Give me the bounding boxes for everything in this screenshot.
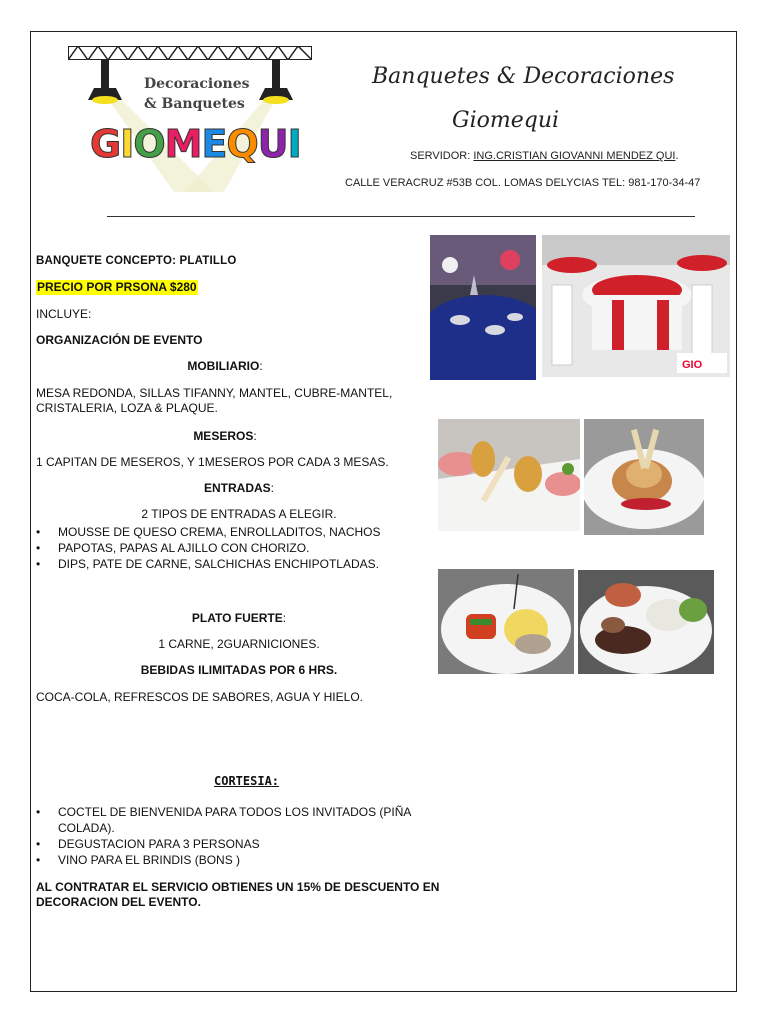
cortesia-heading xyxy=(214,774,279,788)
photo-main-dish-1 xyxy=(438,569,574,674)
cortesia-list xyxy=(36,804,446,868)
servidor-label: SERVIDOR: xyxy=(410,150,474,162)
logo-text-decoraciones: Decoraciones xyxy=(144,76,250,92)
logo-letter: O xyxy=(133,122,165,166)
descuento-text: AL CONTRATAR EL SERVICIO OBTIENES UN 15% DE DESCUENTO EN DECORACION DEL EVENTO. xyxy=(36,880,440,909)
address-line: CALLE VERACRUZ #53B COL. LOMAS DELYCIAS TEL: 981-170-34-47 xyxy=(345,177,701,189)
mobiliario-text: MESA REDONDA, SILLAS TIFANNY, MANTEL, CUBRE-MANTEL, CRISTALERIA, LOZA & PLAQUE. xyxy=(36,386,393,415)
logo-letter: U xyxy=(257,122,288,166)
bebidas-heading: BEBIDAS ILIMITADAS POR 6 HRS. xyxy=(140,663,338,677)
mobiliario-colon: : xyxy=(259,359,263,373)
meseros-title: MESEROS xyxy=(193,429,254,443)
brand-title: Banquetes & Decoraciones xyxy=(372,64,675,89)
entradas-colon: : xyxy=(270,481,274,495)
meseros-colon: : xyxy=(253,429,257,443)
photo-blue-table xyxy=(430,235,536,380)
brand-name: Giomequi xyxy=(452,108,560,133)
servidor-value: ING.CRISTIAN GIOVANNI MENDEZ QUI xyxy=(473,150,676,162)
entradas-subtitle: 2 TIPOS DE ENTRADAS A ELEGIR. xyxy=(141,507,337,521)
list-item: • PAPOTAS, PAPAS AL AJILLO CON CHORIZO. xyxy=(36,540,436,556)
servidor-end: . xyxy=(675,150,679,162)
logo-wordmark-text xyxy=(90,122,301,166)
photo-appetizer-2 xyxy=(584,419,704,535)
concept-heading: BANQUETE CONCEPTO: PLATILLO xyxy=(36,255,237,267)
plato-fuerte-title: PLATO FUERTE xyxy=(191,611,283,625)
logo-letter: I xyxy=(120,122,134,166)
meseros-heading xyxy=(36,429,414,444)
logo-letter: M xyxy=(164,122,202,166)
plato-fuerte-heading xyxy=(36,611,442,626)
servidor-line xyxy=(410,150,679,162)
svg-text:GIO: GIO xyxy=(682,359,703,371)
plato-fuerte-colon: : xyxy=(282,611,287,625)
plato-fuerte-text: 1 CARNE, 2GUARNICIONES. xyxy=(158,637,320,651)
separator-line xyxy=(107,216,695,217)
list-item: • DEGUSTACION PARA 3 PERSONAS xyxy=(36,836,446,852)
incluye-label: INCLUYE: xyxy=(36,307,92,321)
organizacion-heading: ORGANIZACIÓN DE EVENTO xyxy=(36,333,203,347)
logo-wordmark xyxy=(90,122,301,166)
photo-appetizer-1 xyxy=(438,419,580,531)
spotlights-graphic xyxy=(64,42,314,192)
list-item: • DIPS, PATE DE CARNE, SALCHICHAS ENCHIPOTLADAS. xyxy=(36,556,436,572)
list-item: • MOUSSE DE QUESO CREMA, ENROLLADITOS, NACHOS xyxy=(36,524,436,540)
cortesia-colon: : xyxy=(271,774,280,788)
mobiliario-title: MOBILIARIO xyxy=(187,359,260,373)
logo-letter: G xyxy=(90,122,121,166)
cortesia-title: CORTESIA xyxy=(214,774,272,788)
entradas-list xyxy=(36,524,436,572)
price-highlight: PRECIO POR PRSONA $280 xyxy=(37,280,197,294)
entradas-title: ENTRADAS xyxy=(203,481,271,495)
company-logo xyxy=(64,42,314,192)
logo-letter: Q xyxy=(226,122,258,166)
list-item: • COCTEL DE BIENVENIDA PARA TODOS LOS INVITADOS (PIÑA COLADA). xyxy=(36,804,446,836)
photo-red-tables xyxy=(542,235,730,377)
mobiliario-heading xyxy=(36,359,414,374)
bebidas-text: COCA-COLA, REFRESCOS DE SABORES, AGUA Y HIELO. xyxy=(36,690,363,704)
logo-text-banquetes: & Banquetes xyxy=(144,96,245,112)
photo-main-dish-2 xyxy=(578,570,714,674)
meseros-text: 1 CAPITAN DE MESEROS, Y 1MESEROS POR CADA 3 MESAS. xyxy=(36,455,389,469)
logo-letter: I xyxy=(287,122,301,166)
logo-letter: E xyxy=(201,122,227,166)
entradas-heading xyxy=(36,481,442,496)
list-item: • VINO PARA EL BRINDIS (BONS ) xyxy=(36,852,446,868)
